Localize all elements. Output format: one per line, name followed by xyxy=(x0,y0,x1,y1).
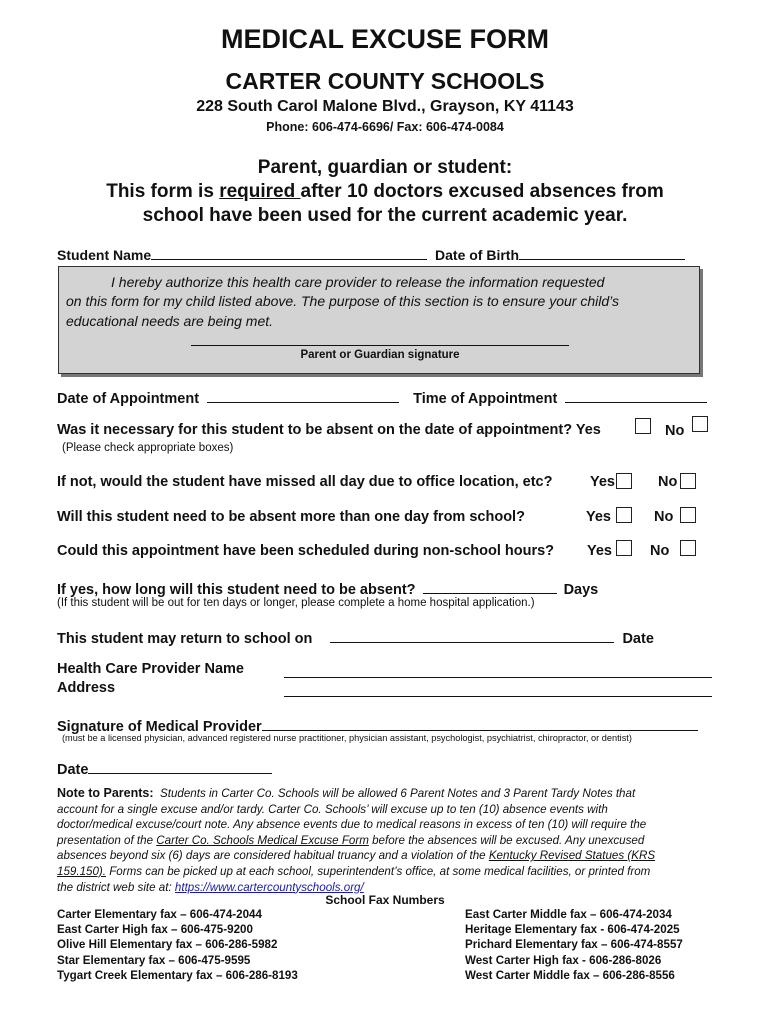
q1-no-checkbox[interactable] xyxy=(692,416,708,432)
note-line-7-pre: the district web site at: xyxy=(57,880,175,894)
authorization-box xyxy=(58,266,700,374)
question-1-text: Was it necessary for this student to be absent on the date of appointment? xyxy=(57,422,573,438)
question-2-text: If not, would the student have missed all day due to office location, etc? xyxy=(57,474,553,490)
dob-label: Date of Birth xyxy=(435,247,520,263)
note-line-5-pre: absences beyond six (6) days are considered habitual truancy and a violation of the xyxy=(57,849,489,863)
medical-excuse-form-link[interactable]: Carter Co. Schools Medical Excuse Form xyxy=(156,833,369,847)
provider-date-label: Date xyxy=(57,762,89,778)
fax-item-left: Star Elementary fax – 606-475-9595 xyxy=(57,953,251,967)
q1-yes-label: Yes xyxy=(575,422,601,438)
note-text-1: Students in Carter Co. Schools will be allowed 6 Parent Notes and 3 Parent Tardy Notes that xyxy=(160,787,636,800)
note-line-4 xyxy=(57,833,717,849)
q1-yes-checkbox[interactable] xyxy=(635,418,651,434)
question-3-text: Will this student need to be absent more than one day from school? xyxy=(57,509,525,525)
note-line-3: doctor/medical excuse/court note. Any absence events due to medical reasons in excess of ten (10) will require the xyxy=(57,818,647,832)
note-line-6-post: Forms can be picked up at each school, superintendent’s office, at some medical facilities, or printed from xyxy=(106,864,651,878)
absence-length-label: If yes, how long will this student need to be absent? xyxy=(57,582,416,598)
school-phone: Phone: 606-474-6696/ Fax: 606-474-0084 xyxy=(266,120,504,134)
return-row xyxy=(57,627,654,647)
fax-item-left: Tygart Creek Elementary fax – 606-286-8193 xyxy=(57,968,298,982)
note-line-5 xyxy=(57,848,717,864)
absence-note: (If this student will be out for ten days or longer, please complete a home hospital application.) xyxy=(57,597,535,609)
intro-line-2-post: after 10 doctors excused absences from xyxy=(300,181,664,202)
student-name-field[interactable] xyxy=(151,244,427,260)
intro-line-3: school have been used for the current academic year. xyxy=(142,205,628,226)
appointment-date-label: Date of Appointment xyxy=(57,391,200,407)
note-label: Note to Parents: xyxy=(57,786,154,800)
provider-signature-row xyxy=(57,715,698,735)
q4-no-checkbox[interactable] xyxy=(680,540,696,556)
auth-line-3: educational needs are being met. xyxy=(66,313,274,329)
appointment-time-field[interactable] xyxy=(565,387,707,403)
intro-line-1: Parent, guardian or student: xyxy=(257,157,513,178)
note-line-2: account for a single excuse and/or tardy. Carter Co. Schools’ will excuse up to ten (10) absence events with xyxy=(57,802,608,816)
fax-numbers-title: School Fax Numbers xyxy=(325,893,445,907)
provider-address-label: Address xyxy=(57,680,116,696)
krs-link-part-1[interactable]: Kentucky Revised Statues (KRS xyxy=(488,849,656,863)
fax-item-left: Carter Elementary fax – 606-474-2044 xyxy=(57,908,262,921)
fax-item-left: Olive Hill Elementary fax – 606-286-5982 xyxy=(57,938,278,952)
q2-no-label: No xyxy=(658,474,678,490)
note-line-6 xyxy=(57,864,717,880)
q2-no-checkbox[interactable] xyxy=(680,473,696,489)
appointment-time-label: Time of Appointment xyxy=(413,391,558,407)
dob-field[interactable] xyxy=(519,244,685,260)
fax-item-right: West Carter High fax - 606-286-8026 xyxy=(465,953,662,967)
auth-line-1: I hereby authorize this health care provider to release the information requested xyxy=(111,274,605,290)
intro-line-2-pre: This form is xyxy=(106,181,220,202)
appointment-date-field[interactable] xyxy=(207,387,399,403)
absence-days-unit: Days xyxy=(563,582,599,598)
school-name: CARTER COUNTY SCHOOLS xyxy=(225,68,545,94)
question-1 xyxy=(57,422,601,438)
provider-date-row xyxy=(57,758,272,778)
note-line-1 xyxy=(57,786,717,802)
school-address: 228 South Carol Malone Blvd., Grayson, KY 41143 xyxy=(196,98,574,115)
student-name-label: Student Name xyxy=(57,247,152,263)
question-4-text: Could this appointment have been scheduled during non-school hours? xyxy=(57,543,555,559)
krs-link-part-2[interactable]: 159.150). xyxy=(57,864,106,878)
fax-item-left: East Carter High fax – 606-475-9200 xyxy=(57,923,253,937)
q2-yes-checkbox[interactable] xyxy=(616,473,632,489)
note-line-4-pre: presentation of the xyxy=(57,833,157,847)
student-row xyxy=(57,244,685,263)
fax-item-right: Prichard Elementary fax – 606-474-8557 xyxy=(465,938,683,952)
provider-address-field[interactable] xyxy=(284,681,712,697)
q3-yes-checkbox[interactable] xyxy=(616,507,632,523)
absence-length-row xyxy=(57,578,598,598)
provider-signature-note: (must be a licensed physician, advanced registered nurse practitioner, physician assistant, psychologist, psychiatrist, chiropractor, or dentist) xyxy=(62,733,632,743)
fax-item-right: Heritage Elementary fax - 606-474-2025 xyxy=(465,923,680,937)
provider-name-label: Health Care Provider Name xyxy=(57,661,244,677)
appointment-row xyxy=(57,387,707,407)
auth-line-2: on this form for my child listed above. The purpose of this section is to ensure your child’s xyxy=(66,293,620,309)
q4-yes-label: Yes xyxy=(587,543,612,559)
q3-no-label: No xyxy=(654,509,674,525)
note-to-parents xyxy=(57,786,717,895)
return-date-field[interactable] xyxy=(330,627,614,643)
parent-signature-line[interactable] xyxy=(191,345,569,346)
intro-line-2 xyxy=(0,181,770,203)
parent-signature-label: Parent or Guardian signature xyxy=(300,349,460,361)
q4-no-label: No xyxy=(650,543,670,559)
intro-required: required xyxy=(219,181,301,202)
form-title: MEDICAL EXCUSE FORM xyxy=(220,24,550,54)
q3-yes-label: Yes xyxy=(586,509,611,525)
provider-name-field[interactable] xyxy=(284,662,712,678)
provider-signature-label: Signature of Medical Provider xyxy=(57,719,262,735)
return-label: This student may return to school on xyxy=(57,631,313,647)
fax-item-right: West Carter Middle fax – 606-286-8556 xyxy=(465,968,675,982)
q3-no-checkbox[interactable] xyxy=(680,507,696,523)
absence-days-field[interactable] xyxy=(423,578,557,594)
note-line-4-post: before the absences will be excused. Any unexcused xyxy=(368,833,645,847)
q4-yes-checkbox[interactable] xyxy=(616,540,632,556)
fax-item-right: East Carter Middle fax – 606-474-2034 xyxy=(465,908,672,921)
district-website-link[interactable]: https://www.cartercountyschools.org/ xyxy=(174,880,364,894)
q1-no-label: No xyxy=(665,423,685,439)
question-1-note: (Please check appropriate boxes) xyxy=(62,442,234,454)
provider-date-field[interactable] xyxy=(88,758,272,774)
provider-signature-field[interactable] xyxy=(262,715,698,731)
fax-list-left xyxy=(57,907,298,983)
fax-list-right xyxy=(465,907,683,983)
return-date-unit: Date xyxy=(622,631,654,647)
q2-yes-label: Yes xyxy=(590,474,615,490)
